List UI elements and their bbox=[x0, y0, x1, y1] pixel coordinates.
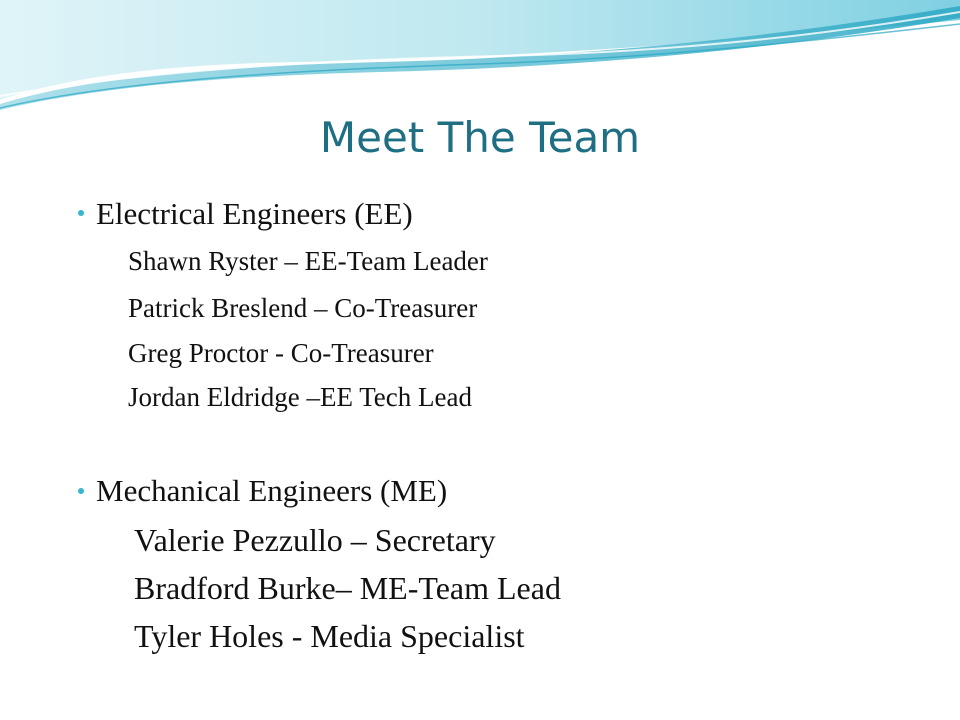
team-member-me-2: Bradford Burke– ME-Team Lead bbox=[134, 570, 561, 606]
team-member-me-1: Valerie Pezzullo – Secretary bbox=[134, 522, 496, 558]
team-member-ee-4: Jordan Eldridge –EE Tech Lead bbox=[128, 382, 472, 412]
team-member-ee-2: Patrick Breslend – Co-Treasurer bbox=[128, 293, 478, 323]
bullet-icon bbox=[78, 488, 84, 494]
slide-title: Meet The Team bbox=[319, 113, 641, 162]
bullet-icon bbox=[78, 210, 84, 216]
section-heading-me: Mechanical Engineers (ME) bbox=[96, 473, 448, 508]
header-wave-decoration bbox=[0, 0, 960, 120]
team-member-ee-3: Greg Proctor - Co-Treasurer bbox=[128, 338, 434, 368]
team-member-me-3: Tyler Holes - Media Specialist bbox=[134, 618, 525, 654]
section-heading-ee: Electrical Engineers (EE) bbox=[96, 196, 413, 231]
team-member-ee-1: Shawn Ryster – EE-Team Leader bbox=[128, 246, 488, 276]
